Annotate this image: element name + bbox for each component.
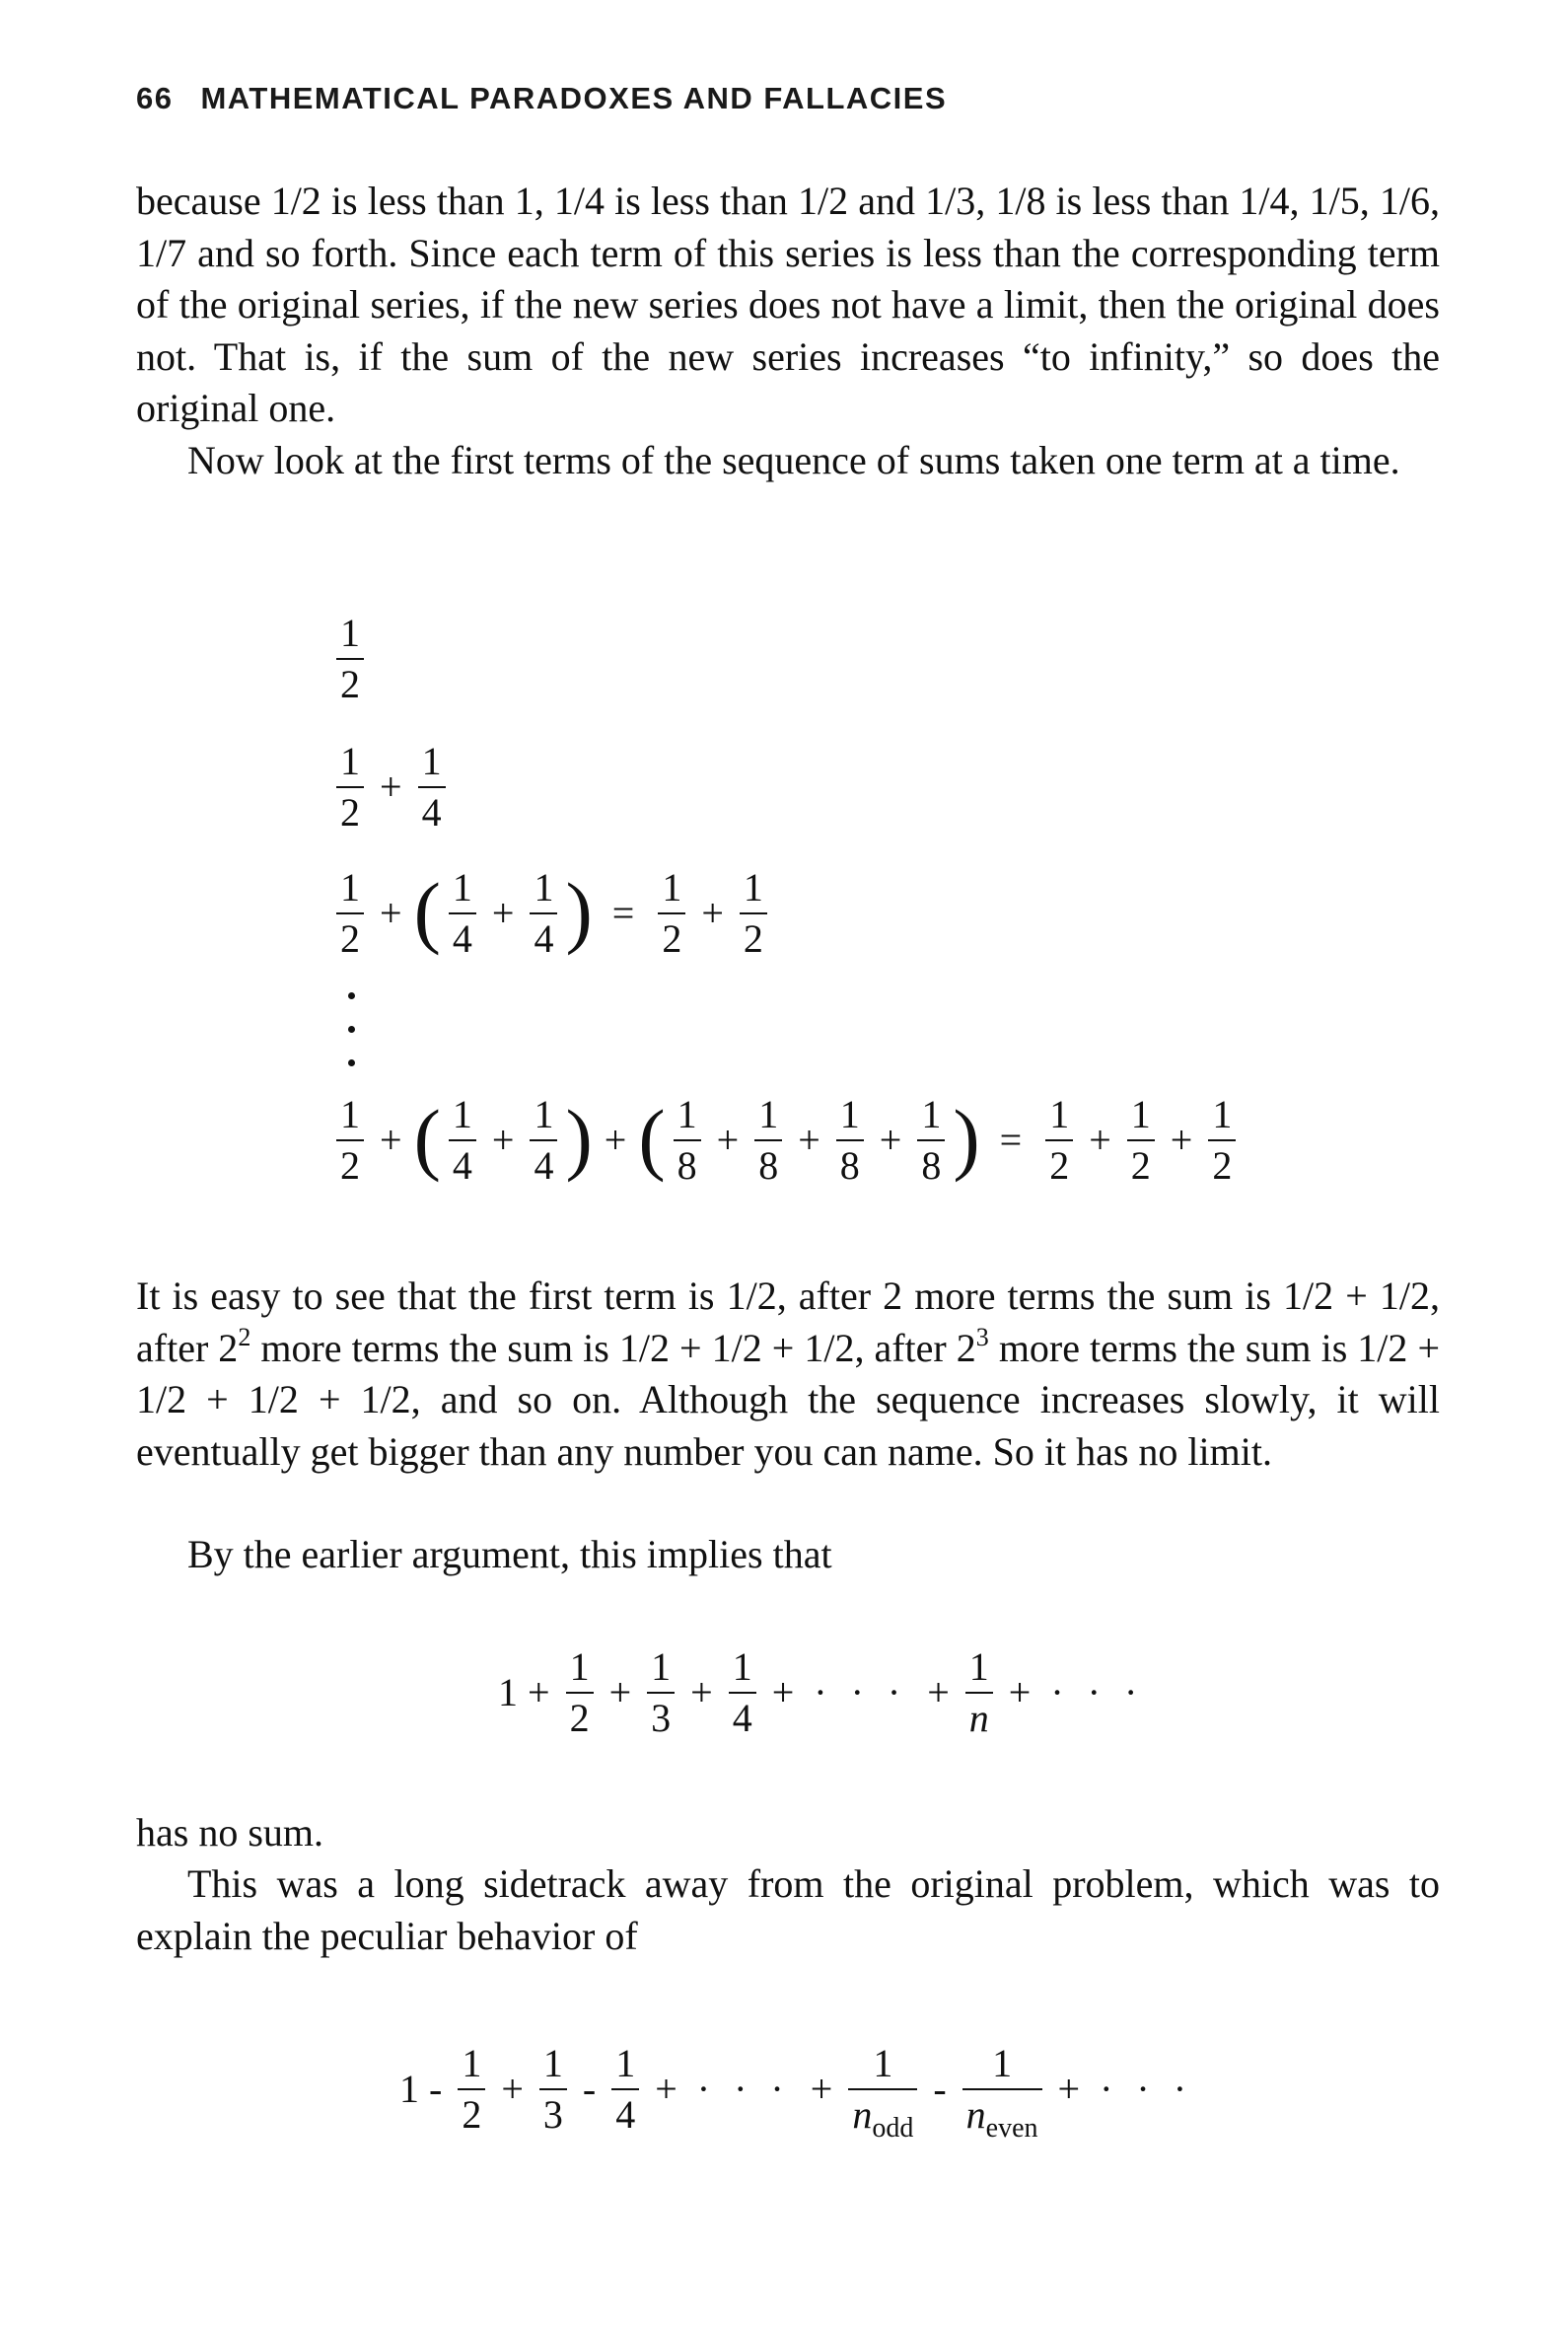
paragraph-3: It is easy to see that the first term is 1/2, after 2 more terms the sum is 1/2 + 1/2, after $2^2$ more terms the sum is 1/2 + 1/2 + 1/2, after $2^3$ more terms the sum is 1/2 + 1/2 + 1/2 + 1/2, and so on. Although the sequence increases slowly, it will eventually get bigger than any number you can name. So it has no limit. [136,1273,1441,1474]
paragraph-1: because 1/2 is less than 1, 1/4 is less than 1/2 and 1/3, 1/8 is less than 1/4, 1/5, 1/6, 1/7 and so forth. Since each term of this series is less than the corresponding term of the original series, if the new series does not have a limit, then the original does not. That is, if the sum of the new series increases “to infinity,” so does the original one. [136,179,1440,430]
fraction: $\frac{1}{2}$ [336,614,364,704]
ellipsis-dot [348,1026,355,1033]
paragraph-5: has no sum. [136,1810,323,1855]
ellipsis-dot [348,1059,355,1066]
paragraph-4: By the earlier argument, this implies that [187,1532,832,1576]
ellipsis-dot [348,992,355,999]
paragraph-2: Now look at the first terms of the sequence of sums taken one term at a time. [187,438,1400,482]
page-number: 66 [136,81,174,115]
running-title: MATHEMATICAL PARADOXES AND FALLACIES [200,81,948,115]
partial-sum-1 [330,611,370,706]
fraction: $\frac{1}{2}$ [336,742,364,833]
alternating-series: 1 - $\frac{1}{2}$ + $\frac{1}{3}$ - $\frac{1}{4}$ + · · · + $\frac{1}{n_{odd}}$ - $\frac{1}{n_{even}}$ + · · · [399,2041,1194,2144]
fraction: $\frac{1}{4}$ [418,742,446,833]
partial-sum-2: $\frac{1}{2}$ + $\frac{1}{4}$ [330,742,452,833]
paragraph-6: This was a long sidetrack away from the original problem, which was to explain the peculiar behavior of [136,1861,1440,1958]
partial-sum-3: $\frac{1}{2}$ + ( $\frac{1}{4}$ + $\frac{1}{4}$ ) = $\frac{1}{2}$ + $\frac{1}{2}$ [330,868,773,959]
running-header [136,81,947,116]
partial-sum-4: $\frac{1}{2}$ + ( $\frac{1}{4}$ + $\frac{1}{4}$ ) + ( $\frac{1}{8}$ + $\frac{1}{8}$ + $\frac{1}{8}$ + $\frac{1}{8}$ ) = $\frac{1}{2}$ + $\frac{1}{2}$ + $\frac{1}{2}$ [330,1095,1242,1186]
harmonic-series: 1 + $\frac{1}{2}$ + $\frac{1}{3}$ + $\frac{1}{4}$ + · · · + $\frac{1}{n}$ + · · · [498,1644,1145,1740]
